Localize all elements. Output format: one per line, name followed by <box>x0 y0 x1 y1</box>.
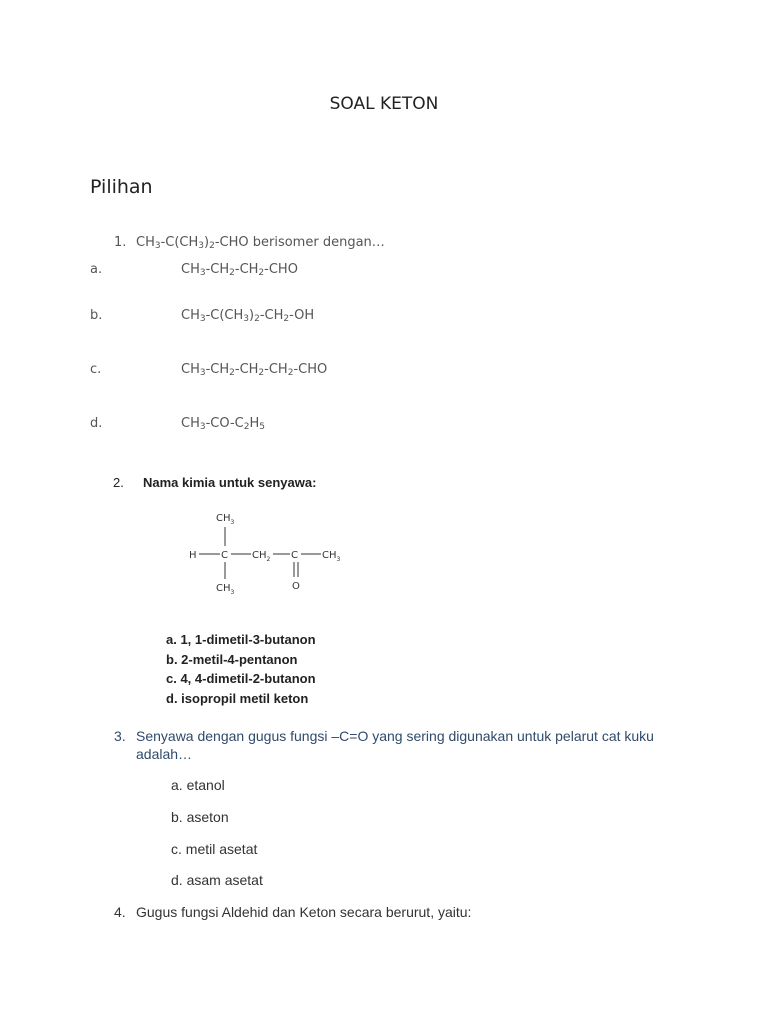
q1-option-b-letter: b. <box>90 308 103 323</box>
struct-ch2: $CH_2$ <box>252 550 271 563</box>
q2-number: 2. <box>113 475 124 490</box>
struct-ch3: $CH_3$ <box>322 550 341 563</box>
q1-option-c: $CH_3-CH_2-CH_2-CH_2$-CHO <box>181 362 328 378</box>
q1-question: $CH_3-C(CH_3)_2$-CHO berisomer dengan… <box>136 235 385 251</box>
q3-option-a: a. etanol <box>171 777 225 793</box>
q2-option-b: b. 2-metil-4-pentanon <box>166 652 298 667</box>
q1-option-d-letter: d. <box>90 416 103 431</box>
struct-c1: C <box>221 550 228 561</box>
q2-question: Nama kimia untuk senyawa: <box>143 475 317 490</box>
q3-option-d: d. asam asetat <box>171 872 263 888</box>
q1-option-d: $CH_3-CO-C_2H_5$ <box>181 416 265 432</box>
struct-bottom-ch: $CH_3$ <box>216 583 235 596</box>
struct-h: H <box>189 550 197 561</box>
q1-number: 1. <box>114 235 127 250</box>
q4-question: Gugus fungsi Aldehid dan Keton secara berurut, yaitu: <box>136 904 472 920</box>
q4-number: 4. <box>114 904 126 920</box>
struct-o: O <box>292 581 300 592</box>
q3-question-line1: Senyawa dengan gugus fungsi –C=O yang sering digunakan untuk pelarut cat kuku <box>136 728 654 744</box>
page-title: SOAL KETON <box>329 94 439 114</box>
q3-question-line2: adalah… <box>136 746 193 762</box>
q1-option-a: $CH_3-CH_2-CH_2$-CHO <box>181 262 298 278</box>
q1-option-b: $CH_3-C(CH_3)_2-CH_2-OH$ <box>181 308 315 324</box>
q3-option-c: c. metil asetat <box>171 841 258 857</box>
q2-option-a: a. 1, 1-dimetil-3-butanon <box>166 632 316 647</box>
struct-c2: C <box>291 550 298 561</box>
q3-number: 3. <box>114 728 126 744</box>
q1-option-c-letter: c. <box>90 362 102 377</box>
q3-option-b: b. aseton <box>171 809 229 825</box>
struct-top-ch: $CH_3$ <box>216 513 235 526</box>
q2-option-d: d. isopropil metil keton <box>166 691 309 706</box>
section-heading: Pilihan <box>90 176 153 198</box>
q1-option-a-letter: a. <box>90 262 103 277</box>
q2-option-c: c. 4, 4-dimetil-2-butanon <box>166 671 316 686</box>
q2-structural-formula <box>180 505 360 600</box>
